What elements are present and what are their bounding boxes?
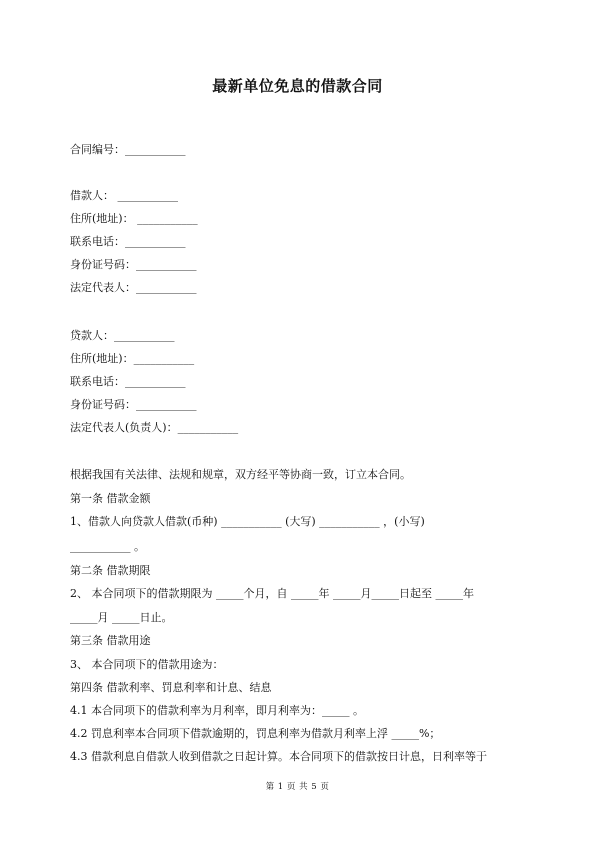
article-1-text-line-2: ___________ 。: [70, 540, 145, 553]
page-footer: 第 1 页 共 5 页: [265, 782, 330, 792]
borrower-address-field: 住所(地址)： ___________: [70, 212, 198, 225]
article-2-text-line-1: 2、 本合同项下的借款期限为 _____个月，自 _____年 _____月_____日起至 _____年: [70, 587, 474, 600]
article-2-heading: 第二条 借款期限: [70, 564, 151, 577]
borrower-id-field: 身份证号码：___________: [70, 258, 197, 271]
lender-name-field: 贷款人：___________: [70, 329, 175, 342]
lender-phone-field: 联系电话：___________: [70, 375, 186, 388]
lender-address-field: 住所(地址)：___________: [70, 352, 195, 365]
borrower-legal-rep-field: 法定代表人：___________: [70, 281, 197, 294]
document-title: 最新单位免息的借款合同: [212, 77, 383, 95]
article-1-heading: 第一条 借款金额: [70, 492, 151, 505]
article-3-heading: 第三条 借款用途: [70, 634, 151, 647]
borrower-name-field: 借款人： ___________: [70, 189, 178, 202]
article-3-text-line-1: 3、 本合同项下的借款用途为：: [70, 658, 224, 671]
article-1-text-line-1: 1、借款人向贷款人借款(币种) ___________ (大写) ___________ ，(小写): [70, 515, 425, 528]
lender-legal-rep-field: 法定代表人(负责人)：___________: [70, 421, 239, 434]
intro-paragraph: 根据我国有关法律、法规和规章，双方经平等协商一致，订立本合同。: [70, 468, 411, 481]
article-2-text-line-2: _____月 _____日止。: [70, 611, 173, 624]
article-4-clause-4-1: 4.1 本合同项下的借款利率为月利率，即月利率为：_____ 。: [70, 704, 364, 717]
article-4-clause-4-2: 4.2 罚息利率本合同项下借款逾期的，罚息利率为借款月利率上浮 _____%；: [70, 727, 441, 740]
article-4-clause-4-3: 4.3 借款利息自借款人收到借款之日起计算。本合同项下的借款按日计息，日利率等于: [70, 750, 487, 763]
article-4-heading: 第四条 借款利率、罚息利率和计息、结息: [70, 681, 272, 694]
lender-id-field: 身份证号码：___________: [70, 398, 197, 411]
contract-number-field: 合同编号：___________: [70, 143, 186, 156]
borrower-phone-field: 联系电话：___________: [70, 235, 186, 248]
